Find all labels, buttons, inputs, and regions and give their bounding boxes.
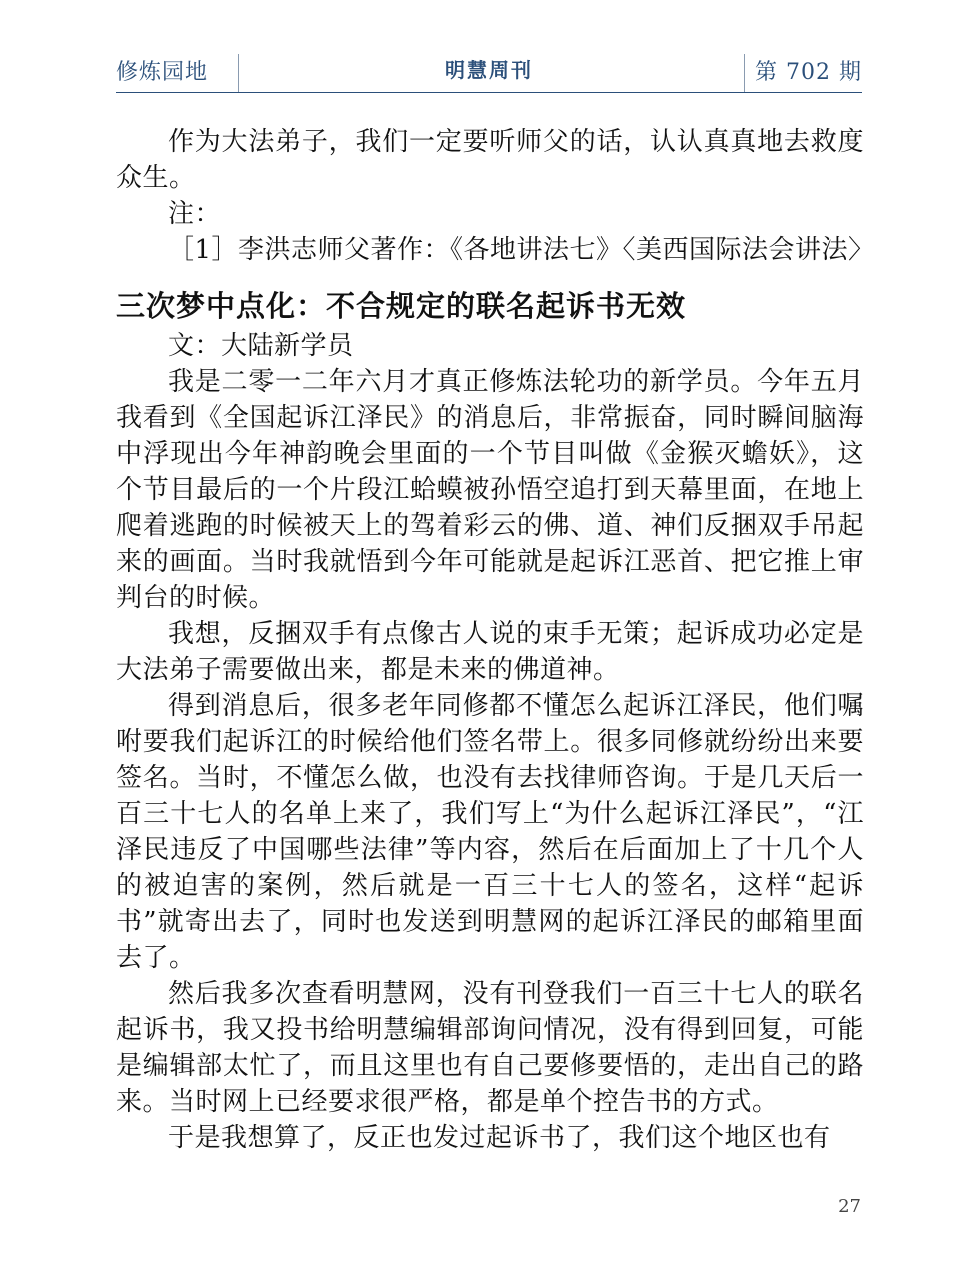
page-body <box>116 124 875 1156</box>
paragraph: 我是二零一二年六月才真正修炼法轮功的新学员。今年五月我看到《全国起诉江泽民》的消息后，非常振奋，同时瞬间脑海中浮现出今年神韵晚会里面的一个节目叫做《金猴灭蟾妖》，这个节目最后的一个片段江蛤蟆被孙悟空追打到天幕里面，在地上爬着逃跑的时候被天上的驾着彩云的佛、道、神们反捆双手吊起来的画面。当时我就悟到今年可能就是起诉江恶首、把它推上审判台的时候。 <box>116 367 864 613</box>
paragraph: 然后我多次查看明慧网，没有刊登我们一百三十七人的联名起诉书，我又投书给明慧编辑部询问情况，没有得到回复，可能是编辑部太忙了，而且这里也有自己要修要悟的，走出自己的路来。当时网上已经要求很严格，都是单个控告书的方式。 <box>116 979 864 1117</box>
publication-title: 明慧周刊 <box>445 58 533 82</box>
note-label: 注： <box>168 199 222 229</box>
issue-number: 第 702 期 <box>755 60 862 85</box>
paragraph: 我想，反捆双手有点像古人说的束手无策；起诉成功必定是大法弟子需要做出来，都是未来的佛道神。 <box>116 619 864 685</box>
header-divider-right <box>744 54 745 92</box>
paragraph: 得到消息后，很多老年同修都不懂怎么起诉江泽民，他们嘱咐要我们起诉江的时候给他们签名带上。很多同修就纷纷出来要签名。当时，不懂怎么做，也没有去找律师咨询。于是几天后一百三十七人的名单上来了，我们写上“为什么起诉江泽民”，“江泽民违反了中国哪些法律”等内容，然后在后面加上了十几个人的被迫害的案例，然后就是一百三十七人的签名，这样“起诉书”就寄出去了，同时也发送到明慧网的起诉江泽民的邮箱里面去了。 <box>116 691 864 973</box>
section-name: 修炼园地 <box>116 60 209 85</box>
byline: 文：大陆新学员 <box>168 331 354 361</box>
page-number: 27 <box>838 1196 861 1217</box>
paragraph: 于是我想算了，反正也发过起诉书了，我们这个地区也有 <box>168 1123 831 1153</box>
footnote: ［1］李洪志师父著作：《各地讲法七》〈美西国际法会讲法〉 <box>168 235 875 265</box>
article-title: 三次梦中点化：不合规定的联名起诉书无效 <box>116 289 687 323</box>
paragraph: 作为大法弟子，我们一定要听师父的话，认认真真地去救度众生。 <box>116 127 864 193</box>
page-header <box>116 50 862 93</box>
